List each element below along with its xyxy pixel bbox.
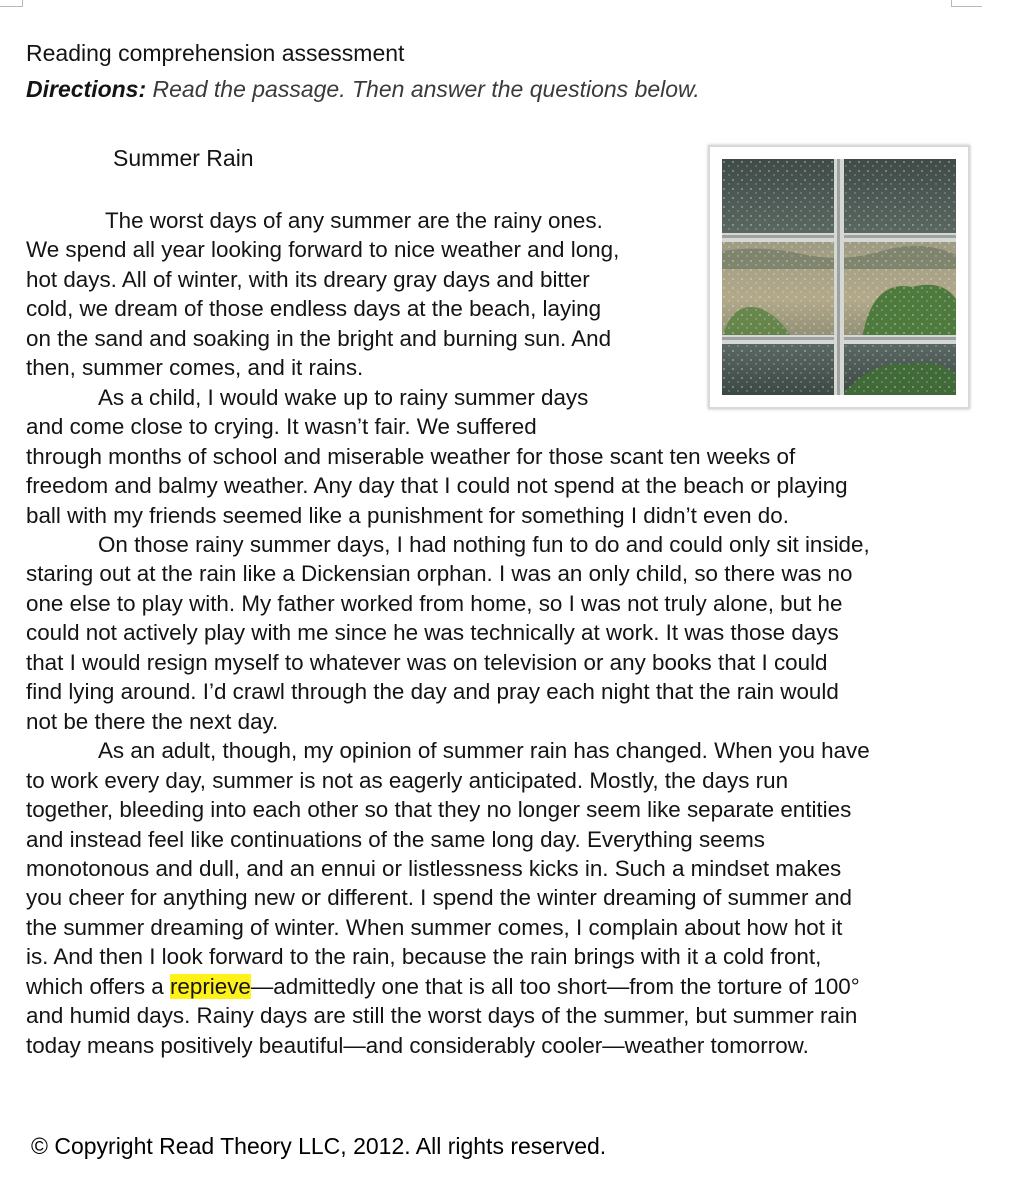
passage-title: Summer Rain <box>113 145 254 171</box>
passage-line: the summer dreaming of winter. When summer comes, I complain about how hot it <box>26 914 843 940</box>
passage-line: As an adult, though, my opinion of summer rain has changed. When you have <box>98 738 870 764</box>
passage-line: today means positively beautiful—and considerably cooler—weather tomorrow. <box>26 1032 809 1058</box>
document-title: Reading comprehension assessment <box>26 40 405 66</box>
passage-line: and come close to crying. It wasn’t fair. We suffered <box>26 414 537 440</box>
passage-line: We spend all year looking forward to nice weather and long, <box>26 237 620 263</box>
highlight-prefix: which offers a <box>26 973 170 999</box>
passage-body <box>26 206 870 1060</box>
passage-line: you cheer for anything new or different. I spend the winter dreaming of summer and <box>26 885 853 911</box>
directions-label: Directions: <box>26 76 147 102</box>
passage-line: through months of school and miserable weather for those scant ten weeks of <box>26 443 796 469</box>
passage-line: monotonous and dull, and an ennui or listlessness kicks in. Such a mindset makes <box>26 855 842 881</box>
passage-line: and humid days. Rainy days are still the worst days of the summer, but summer rain <box>26 1003 858 1029</box>
passage-line: then, summer comes, and it rains. <box>26 355 364 381</box>
page-corner-mark-left <box>0 0 23 7</box>
passage-line: and instead feel like continuations of the same long day. Everything seems <box>26 826 765 852</box>
passage-line: to work every day, summer is not as eagerly anticipated. Mostly, the days run <box>26 767 789 793</box>
copyright-notice: © Copyright Read Theory LLC, 2012. All rights reserved. <box>31 1133 607 1159</box>
passage-line: is. And then I look forward to the rain, because the rain brings with it a cold front, <box>26 944 822 970</box>
highlight-suffix: —admittedly one that is all too short—from the torture of 100° <box>250 973 860 999</box>
passage-line: freedom and balmy weather. Any day that I could not spend at the beach or playing <box>26 473 848 499</box>
directions <box>26 74 700 104</box>
passage-line: together, bleeding into each other so that they no longer seem like separate entities <box>26 797 852 823</box>
passage-line: could not actively play with me since he was technically at work. It was those days <box>26 620 839 646</box>
page-corner-mark-right <box>951 0 982 7</box>
passage-line-highlighted <box>26 972 870 1001</box>
passage-line: As a child, I would wake up to rainy summer days <box>98 384 589 410</box>
passage-line: that I would resign myself to whatever was on television or any books that I could <box>26 649 828 675</box>
passage-line: find lying around. I’d crawl through the day and pray each night that the rain would <box>26 679 839 705</box>
passage-line: hot days. All of winter, with its dreary gray days and bitter <box>26 266 590 292</box>
passage-line: one else to play with. My father worked from home, so I was not truly alone, but he <box>26 590 843 616</box>
passage-line: cold, we dream of those endless days at the beach, laying <box>26 296 602 322</box>
directions-text: Read the passage. Then answer the questions below. <box>146 76 700 102</box>
passage-line: On those rainy summer days, I had nothing fun to do and could only sit inside, <box>98 531 870 557</box>
passage-line: staring out at the rain like a Dickensian orphan. I was an only child, so there was no <box>26 561 853 587</box>
passage-line: The worst days of any summer are the rainy ones. <box>105 208 603 233</box>
passage-line: not be there the next day. <box>26 708 279 734</box>
passage-line: on the sand and soaking in the bright and burning sun. And <box>26 325 612 351</box>
highlighted-vocabulary-word[interactable]: reprieve <box>169 973 251 999</box>
passage-line: ball with my friends seemed like a punishment for something I didn’t even do. <box>26 502 789 528</box>
